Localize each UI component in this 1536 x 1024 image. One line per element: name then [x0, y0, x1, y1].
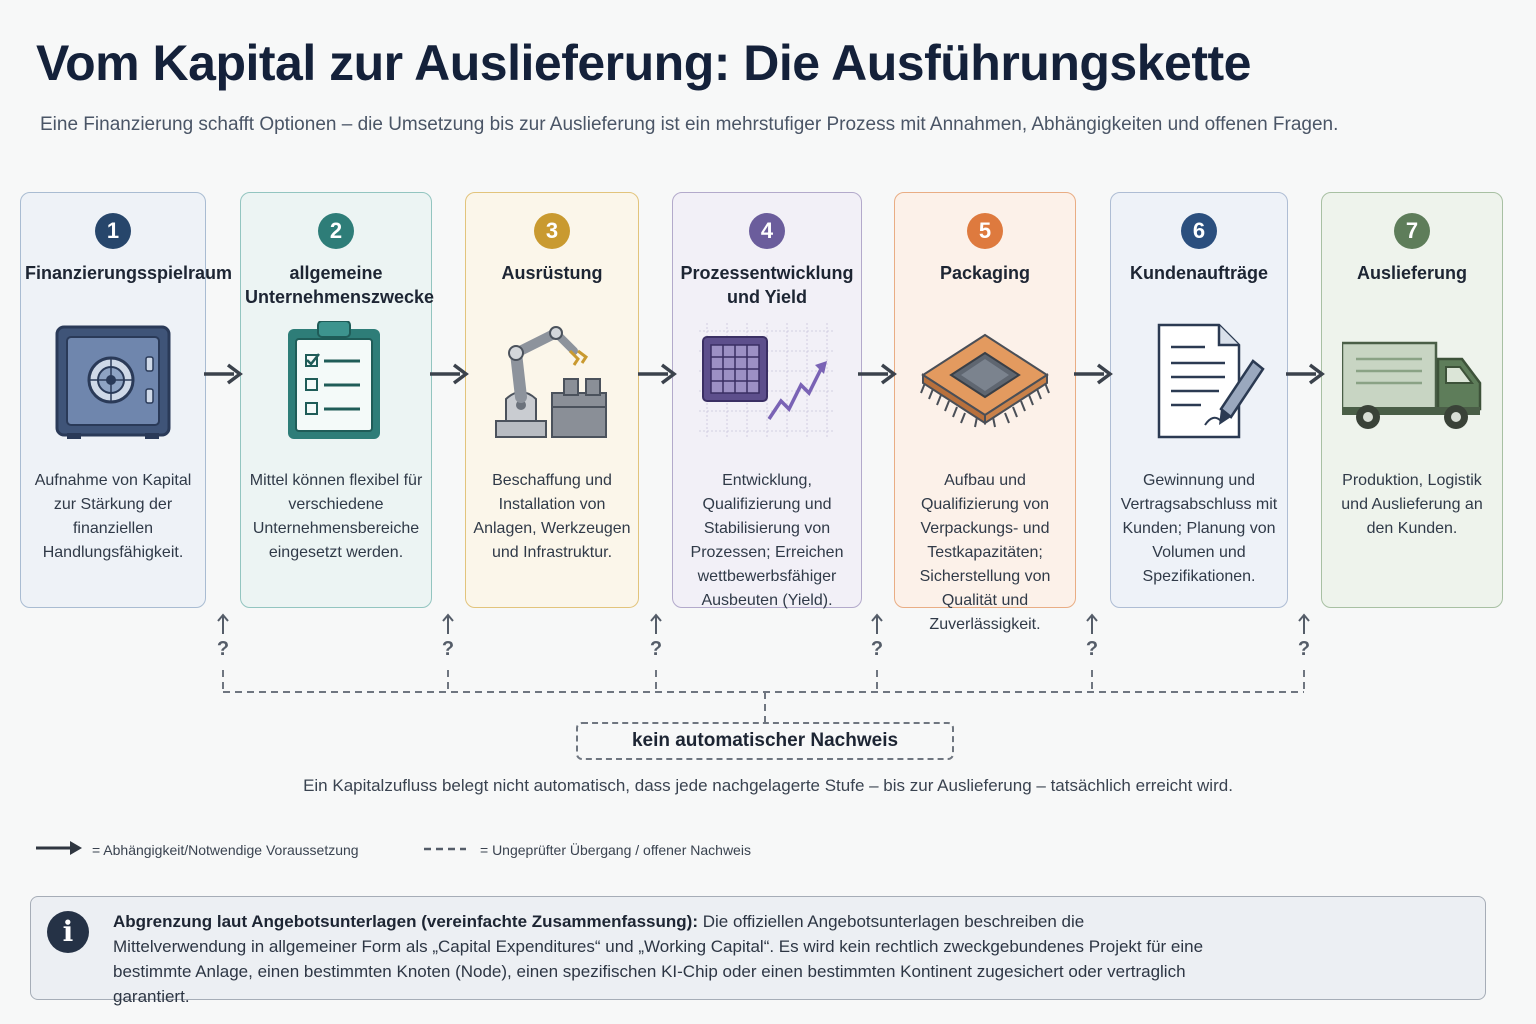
contract-pen-icon — [1129, 321, 1269, 441]
dependency-arrow — [636, 362, 680, 386]
dashed-line-icon — [422, 838, 474, 858]
dependency-arrow — [1072, 362, 1116, 386]
step-title: Prozessentwicklung und Yield — [680, 263, 854, 307]
step-number-badge: 5 — [967, 213, 1003, 249]
step-number-badge: 2 — [318, 213, 354, 249]
step-card-customer-orders — [1110, 192, 1288, 608]
question-mark: ? — [441, 638, 455, 660]
step-title: Ausrüstung — [501, 263, 603, 283]
no-automatic-proof-box: kein automatischer Nachweis — [576, 722, 954, 760]
page-title: Vom Kapital zur Auslieferung: Die Ausführungskette — [36, 35, 1251, 91]
solid-arrow-icon — [34, 838, 86, 858]
open-question-marker — [646, 612, 666, 666]
step-description: Entwicklung, Qualifizierung und Stabilisierung von Prozessen; Erreichen wettbewerbsfähiger Ausbeuten (Yield). — [690, 472, 844, 609]
step-title: allgemeine Unternehmenszwecke — [245, 263, 435, 307]
info-text — [113, 909, 1213, 1009]
question-mark: ? — [649, 638, 663, 660]
question-mark: ? — [1297, 638, 1311, 660]
question-mark: ? — [1085, 638, 1099, 660]
open-question-marker — [867, 612, 887, 666]
info-box — [30, 896, 1486, 1006]
dashed-bracket — [0, 660, 1536, 730]
step-title: Finanzierungsspielraum — [25, 263, 233, 283]
no-proof-note: Ein Kapitalzufluss belegt nicht automatisch, dass jede nachgelagerte Stufe – bis zur Auslieferung – tatsächlich erreicht wird. — [303, 776, 1233, 795]
step-number-badge: 3 — [534, 213, 570, 249]
step-description: Produktion, Logistik und Auslieferung an den Kunden. — [1341, 472, 1483, 537]
step-card-process-yield — [672, 192, 862, 608]
step-number-badge: 6 — [1181, 213, 1217, 249]
chip-package-icon — [915, 321, 1055, 441]
step-card-packaging — [894, 192, 1076, 633]
step-description: Aufbau und Qualifizierung von Verpackungs- und Testkapazitäten; Sicherstellung von Qualität und Zuverlässigkeit. — [919, 472, 1051, 633]
step-card-equipment — [465, 192, 639, 608]
step-card-delivery — [1321, 192, 1503, 608]
step-title: Packaging — [939, 263, 1031, 283]
step-description: Beschaffung und Installation von Anlagen, Werkzeugen und Infrastruktur. — [473, 472, 631, 561]
legend-dashed-label: = Ungeprüfter Übergang / offener Nachweis — [480, 842, 751, 858]
step-card-general-purposes — [240, 192, 435, 608]
step-number-badge: 1 — [95, 213, 131, 249]
info-body: Die offiziellen Angebotsunterlagen beschreiben die Mittelverwendung in allgemeiner Form als „Capital Expenditures“ und „Working Capital“. Es wird kein rechtlich zweckgebundenes Projekt für eine bestimmte Anlage, einen bestimmten Knoten (Node), einen spezifischen KI-Chip oder einen bestimmten Kontinent zugesichert oder vertraglich garantiert. — [113, 912, 1204, 1006]
step-number-badge: 4 — [749, 213, 785, 249]
dependency-arrow — [856, 362, 900, 386]
info-icon: i — [47, 911, 89, 953]
step-title: Auslieferung — [1356, 263, 1467, 283]
step-title: Kundenaufträge — [1129, 263, 1268, 283]
open-question-marker — [438, 612, 458, 666]
clipboard-checklist-icon — [266, 321, 406, 441]
robot-arm-icon — [482, 321, 622, 441]
wafer-chart-icon — [697, 321, 837, 441]
dependency-arrow — [428, 362, 472, 386]
open-question-marker — [1082, 612, 1102, 666]
step-card-financing — [20, 192, 233, 608]
question-mark: ? — [216, 638, 230, 660]
step-description: Gewinnung und Vertragsabschluss mit Kunden; Planung von Volumen und Spezifikationen. — [1120, 472, 1278, 585]
dependency-arrow — [1284, 362, 1328, 386]
legend-solid-label: = Abhängigkeit/Notwendige Voraussetzung — [92, 842, 359, 858]
delivery-truck-icon — [1342, 321, 1482, 441]
dependency-arrow — [202, 362, 246, 386]
open-question-marker — [1294, 612, 1314, 666]
open-question-marker — [213, 612, 233, 666]
step-description: Aufnahme von Kapital zur Stärkung der finanziellen Handlungsfähigkeit. — [34, 472, 192, 561]
question-mark: ? — [870, 638, 884, 660]
safe-icon — [43, 321, 183, 441]
step-number-badge: 7 — [1394, 213, 1430, 249]
info-heading: Abgrenzung laut Angebotsunterlagen (vereinfachte Zusammenfassung): — [113, 912, 698, 931]
page-subtitle: Eine Finanzierung schafft Optionen – die Umsetzung bis zur Auslieferung ist ein mehrstufiger Prozess mit Annahmen, Abhängigkeiten und offenen Fragen. — [40, 114, 1339, 135]
step-description: Mittel können flexibel für verschiedene Unternehmensbereiche eingesetzt werden. — [249, 472, 423, 561]
